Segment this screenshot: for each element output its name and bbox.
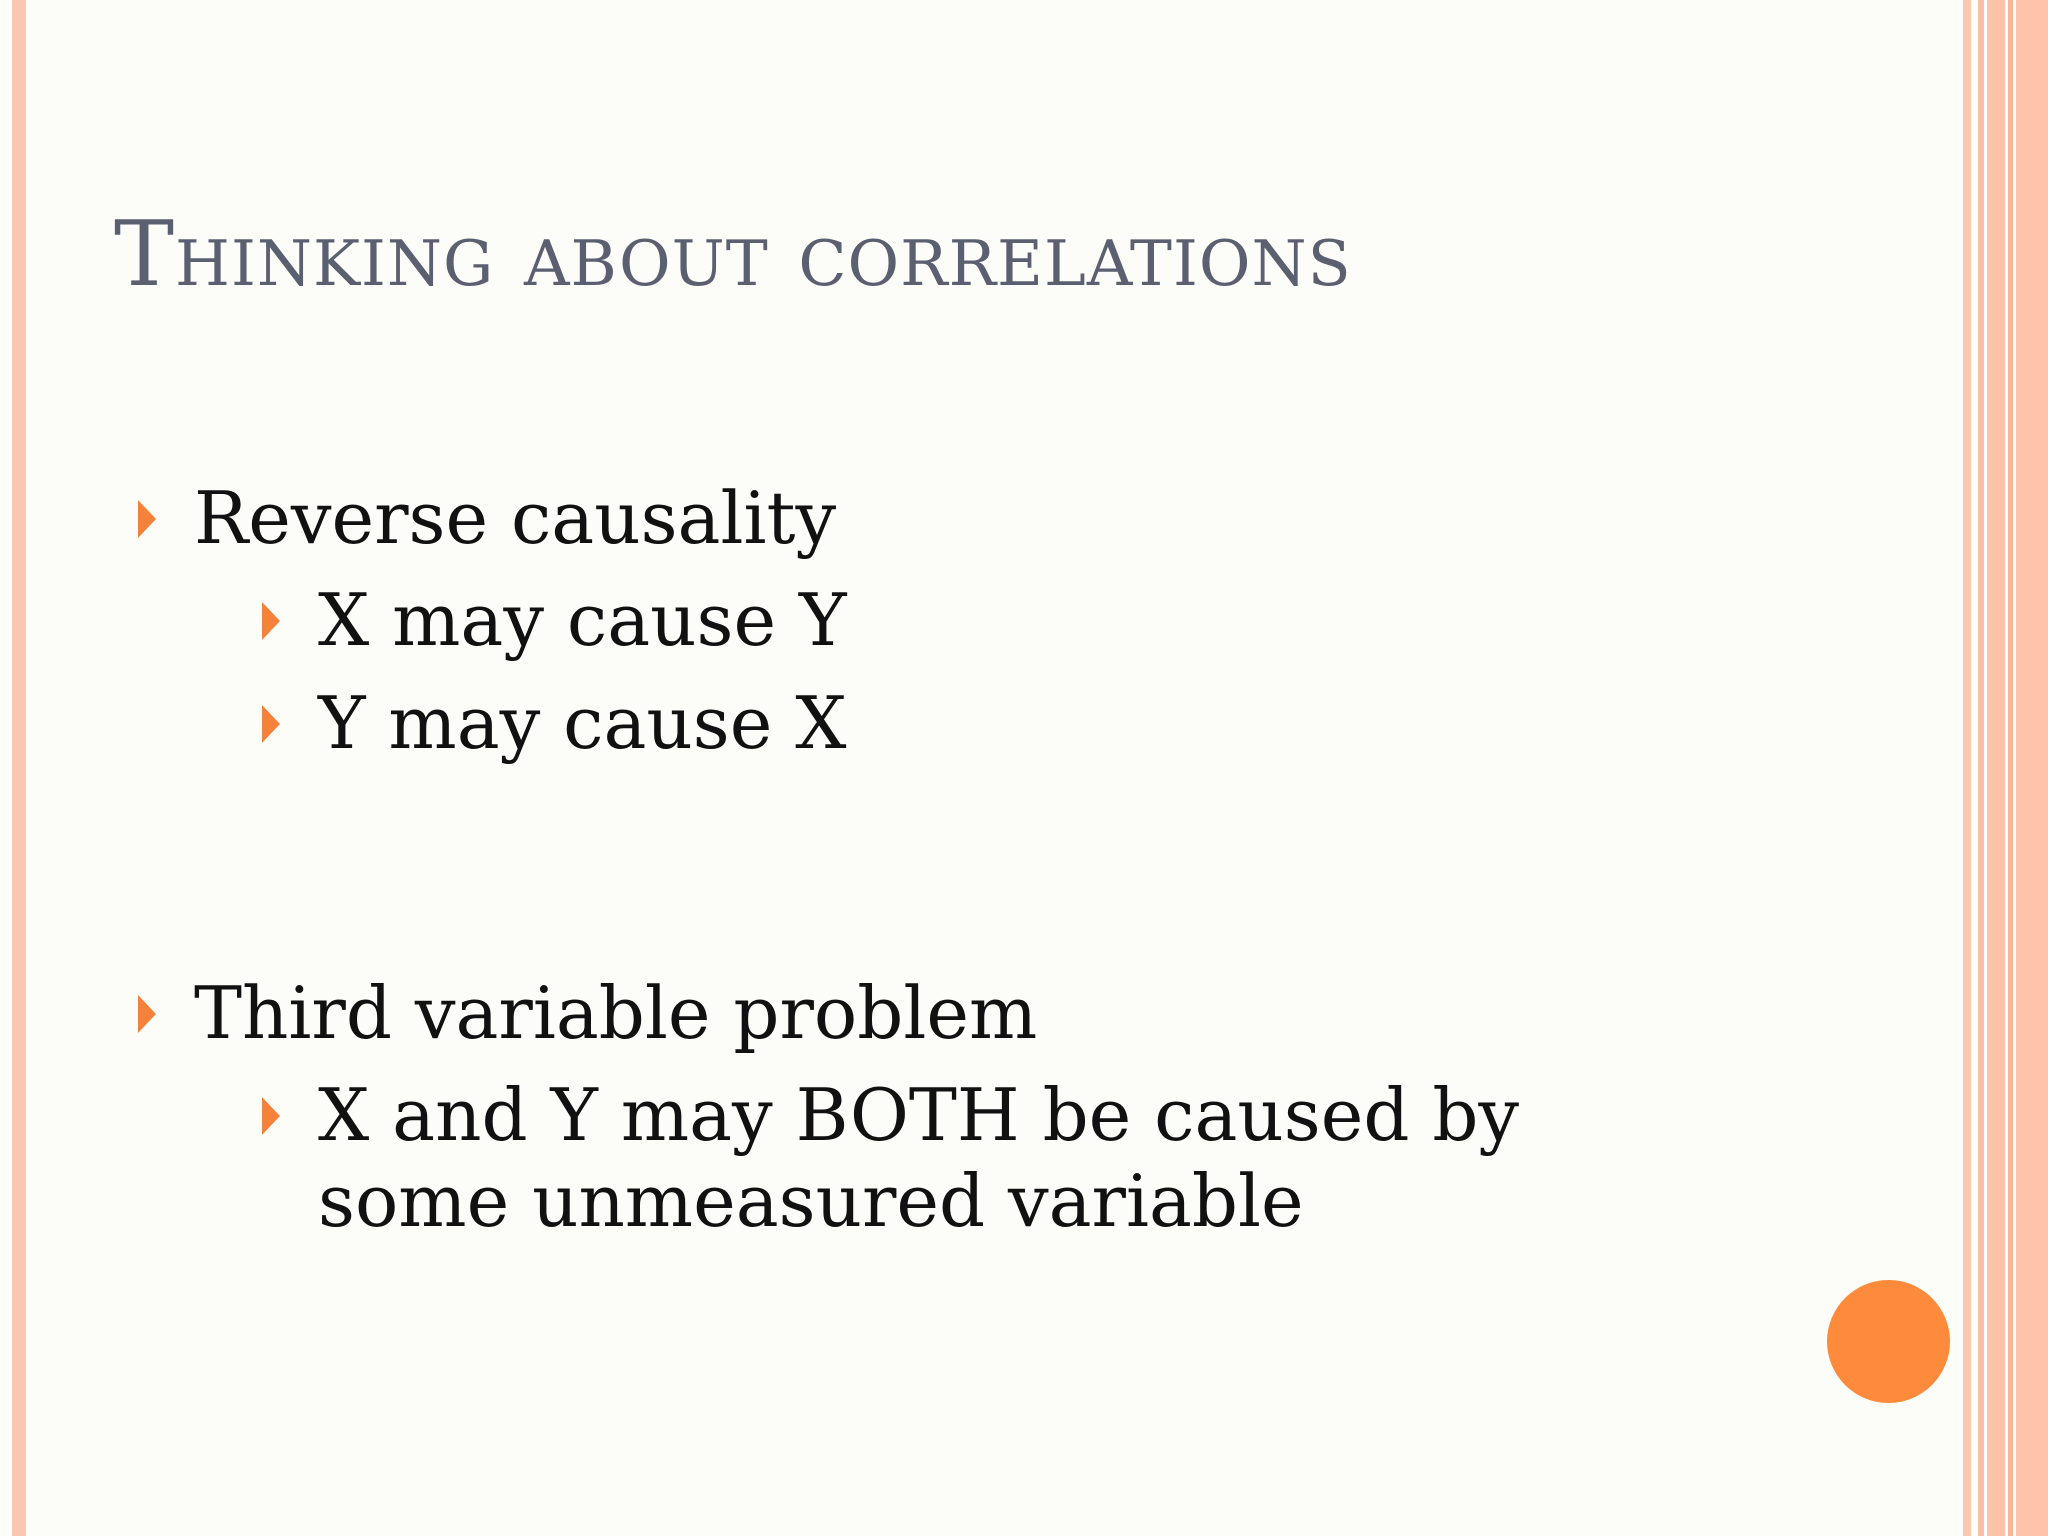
right-decorative-stripe bbox=[1987, 0, 2005, 1536]
sub-bullet-item bbox=[262, 577, 847, 663]
sub-bullet-item bbox=[262, 1072, 1718, 1244]
bullet-item bbox=[138, 970, 1037, 1056]
bullet-item bbox=[138, 475, 836, 561]
right-decorative-stripe bbox=[1978, 0, 1984, 1536]
slide-title: Thinking about correlations bbox=[114, 202, 1352, 307]
right-decorative-stripe bbox=[1963, 0, 1971, 1536]
right-decorative-stripe bbox=[2008, 0, 2013, 1536]
triangle-bullet-icon bbox=[262, 705, 280, 743]
decorative-orange-circle bbox=[1827, 1280, 1950, 1403]
triangle-bullet-icon bbox=[262, 602, 280, 640]
sub-bullet-text: X and Y may BOTH be caused by some unmeasured variable bbox=[318, 1073, 1520, 1243]
left-decorative-stripe bbox=[12, 0, 26, 1536]
sub-bullet-text: X may cause Y bbox=[318, 578, 847, 662]
triangle-bullet-icon bbox=[138, 995, 156, 1033]
right-decorative-stripe bbox=[2016, 0, 2048, 1536]
triangle-bullet-icon bbox=[138, 500, 156, 538]
bullet-text: Reverse causality bbox=[194, 476, 837, 560]
bullet-text: Third variable problem bbox=[194, 971, 1038, 1055]
triangle-bullet-icon bbox=[262, 1097, 280, 1135]
sub-bullet-item bbox=[262, 680, 847, 766]
sub-bullet-text: Y may cause X bbox=[318, 681, 847, 765]
